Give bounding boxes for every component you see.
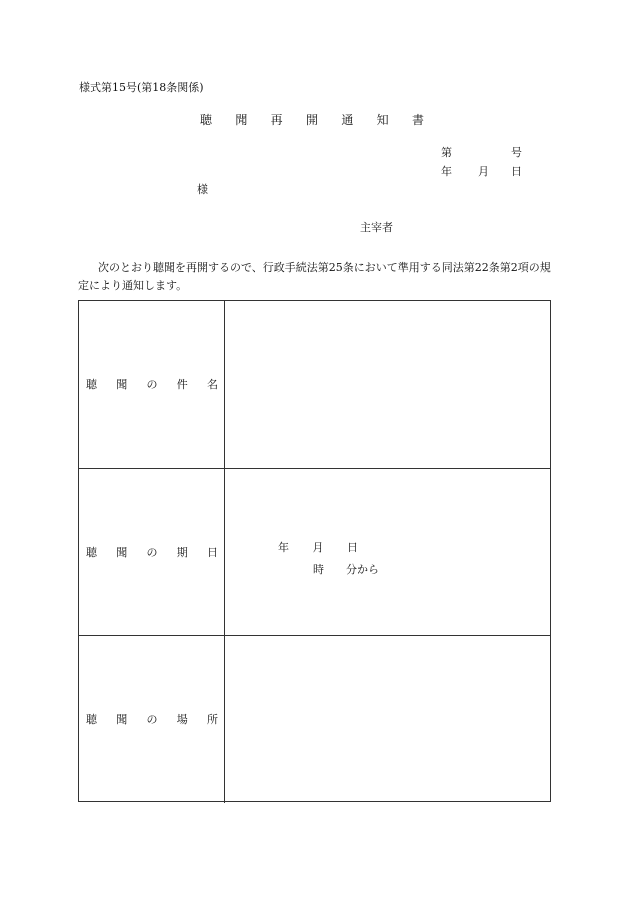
label-cell — [79, 636, 225, 803]
hearing-subject-label — [86, 378, 218, 392]
label-char: の — [146, 545, 158, 559]
notice-body-text: 次のとおり聴聞を再開するので、行政手続法第25条において準用する同法第22条第2項の規定により通知します。 — [78, 261, 551, 292]
title-char: 聞 — [235, 113, 248, 127]
document-number-line — [441, 146, 522, 160]
year-label: 年 — [278, 541, 289, 554]
hearing-time — [313, 561, 379, 577]
hearing-date-label — [86, 546, 218, 560]
label-char: 名 — [207, 377, 218, 391]
hearing-date-ymd — [278, 539, 358, 555]
issue-date-line — [441, 165, 522, 179]
label-char: 日 — [207, 545, 218, 559]
day-label: 日 — [347, 541, 358, 554]
label-char: 件 — [176, 377, 188, 391]
hearing-place-value — [225, 636, 550, 803]
document-title — [200, 113, 424, 127]
label-char: 聴 — [86, 545, 97, 559]
label-char: 聞 — [116, 545, 128, 559]
label-char: 期 — [176, 545, 188, 559]
hearing-place-label — [86, 713, 218, 727]
title-char: 知 — [376, 113, 389, 127]
year-label: 年 — [441, 165, 452, 178]
number-prefix: 第 — [441, 146, 452, 159]
title-char: 再 — [270, 113, 283, 127]
month-label: 月 — [478, 165, 489, 178]
month-label: 月 — [312, 541, 324, 554]
title-char: 聴 — [200, 113, 213, 127]
label-char: 所 — [207, 712, 218, 726]
label-cell — [79, 469, 225, 636]
label-char: の — [146, 377, 158, 391]
label-char: 聴 — [86, 377, 97, 391]
number-suffix: 号 — [511, 146, 522, 159]
day-label: 日 — [511, 165, 522, 178]
addressee-suffix: 様 — [197, 183, 208, 196]
label-char: の — [146, 712, 158, 726]
table-row-subject — [79, 301, 550, 468]
hour-label: 時 — [313, 563, 324, 576]
label-char: 聞 — [116, 377, 128, 391]
label-char: 聴 — [86, 712, 97, 726]
minute-from-label: 分から — [346, 563, 379, 576]
hearing-subject-value — [225, 301, 550, 468]
title-char: 通 — [341, 113, 354, 127]
organizer-label: 主宰者 — [360, 221, 393, 234]
hearing-date-value — [225, 469, 550, 636]
label-char: 場 — [176, 712, 188, 726]
table-row-place — [79, 635, 550, 803]
hearing-info-table — [78, 300, 551, 802]
label-cell — [79, 301, 225, 468]
table-row-date — [79, 468, 550, 636]
form-number: 様式第15号(第18条関係) — [79, 81, 204, 94]
label-char: 聞 — [116, 712, 128, 726]
title-char: 書 — [411, 113, 424, 127]
title-char: 開 — [305, 113, 318, 127]
